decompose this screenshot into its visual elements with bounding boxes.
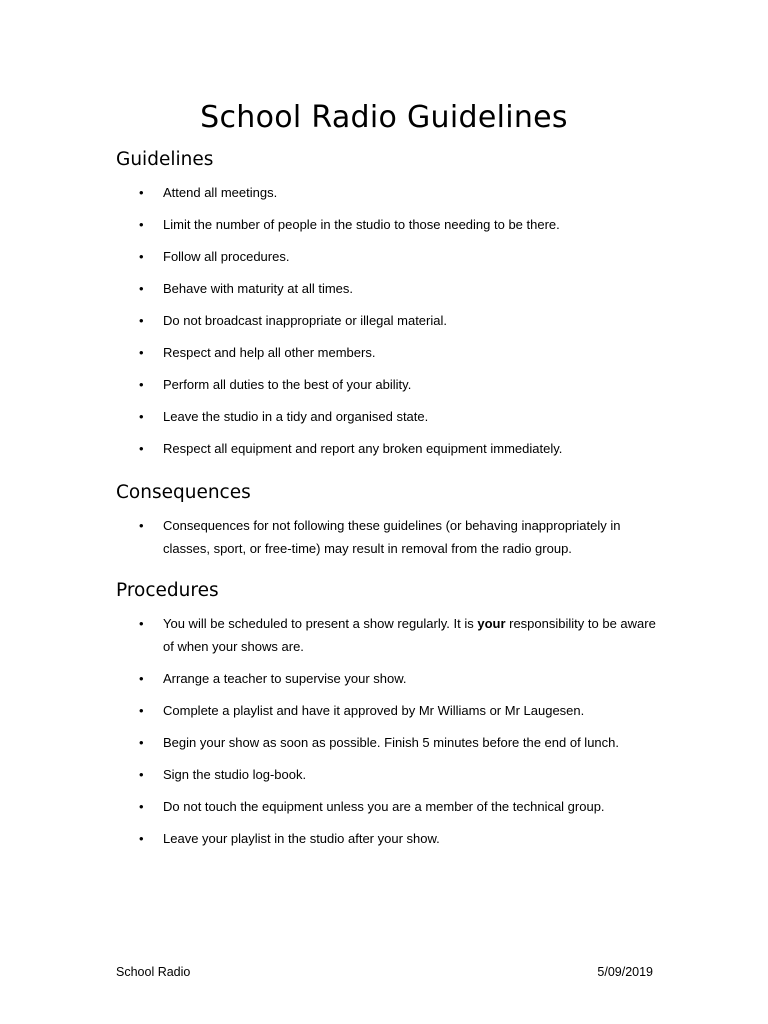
emphasis-text: your [477, 615, 506, 631]
list-item: • Follow all procedures. [116, 245, 656, 269]
consequences-list [116, 514, 656, 561]
list-item: • Respect all equipment and report any broken equipment immediately. [116, 437, 656, 461]
bullet-icon: • [139, 440, 144, 456]
consequences-heading: Consequences [116, 482, 251, 503]
guidelines-heading: Guidelines [116, 149, 214, 170]
bullet-icon: • [139, 248, 144, 264]
procedures-list [116, 612, 656, 851]
list-item: • Limit the number of people in the studio to those needing to be there. [116, 213, 656, 237]
list-item: • Leave your playlist in the studio after your show. [116, 827, 656, 851]
bullet-icon: • [139, 735, 144, 750]
list-item: • You will be scheduled to present a show regularly. It is your responsibility to be aware of when your shows are. [116, 612, 656, 659]
bullet-icon: • [139, 703, 144, 718]
list-item: • Attend all meetings. [116, 181, 656, 205]
guidelines-section [116, 148, 656, 460]
list-item: • Behave with maturity at all times. [116, 277, 656, 301]
list-item: • Arrange a teacher to supervise your show. [116, 667, 656, 691]
bullet-icon: • [139, 280, 144, 296]
list-item: • Consequences for not following these guidelines (or behaving inappropriately in classes, sport, or free-time) may result in removal from the radio group. [116, 514, 656, 561]
list-item: • Respect and help all other members. [116, 341, 656, 365]
bullet-icon: • [139, 517, 144, 533]
footer-left-text: School Radio [116, 965, 191, 979]
bullet-icon: • [139, 312, 144, 328]
procedures-section [116, 579, 656, 851]
list-item: • Complete a playlist and have it approved by Mr Williams or Mr Laugesen. [116, 699, 656, 723]
footer-date: 5/09/2019 [597, 965, 653, 979]
bullet-icon: • [139, 344, 144, 360]
bullet-icon: • [139, 376, 144, 392]
bullet-icon: • [139, 831, 144, 846]
bullet-icon: • [139, 615, 144, 631]
list-item: • Sign the studio log-book. [116, 763, 656, 787]
list-item: • Perform all duties to the best of your ability. [116, 373, 656, 397]
list-item: • Do not broadcast inappropriate or illegal material. [116, 309, 656, 333]
page-title: School Radio Guidelines [200, 100, 568, 135]
bullet-icon: • [139, 767, 144, 782]
list-item: • Leave the studio in a tidy and organised state. [116, 405, 656, 429]
bullet-icon: • [139, 184, 144, 200]
procedures-heading: Procedures [116, 580, 219, 601]
guidelines-list [116, 181, 656, 461]
consequences-section [116, 481, 656, 561]
bullet-icon: • [139, 408, 144, 424]
bullet-icon: • [139, 216, 144, 232]
bullet-icon: • [139, 671, 144, 686]
bullet-icon: • [139, 799, 144, 814]
list-item: • Do not touch the equipment unless you are a member of the technical group. [116, 795, 656, 819]
list-item: • Begin your show as soon as possible. Finish 5 minutes before the end of lunch. [116, 731, 656, 755]
